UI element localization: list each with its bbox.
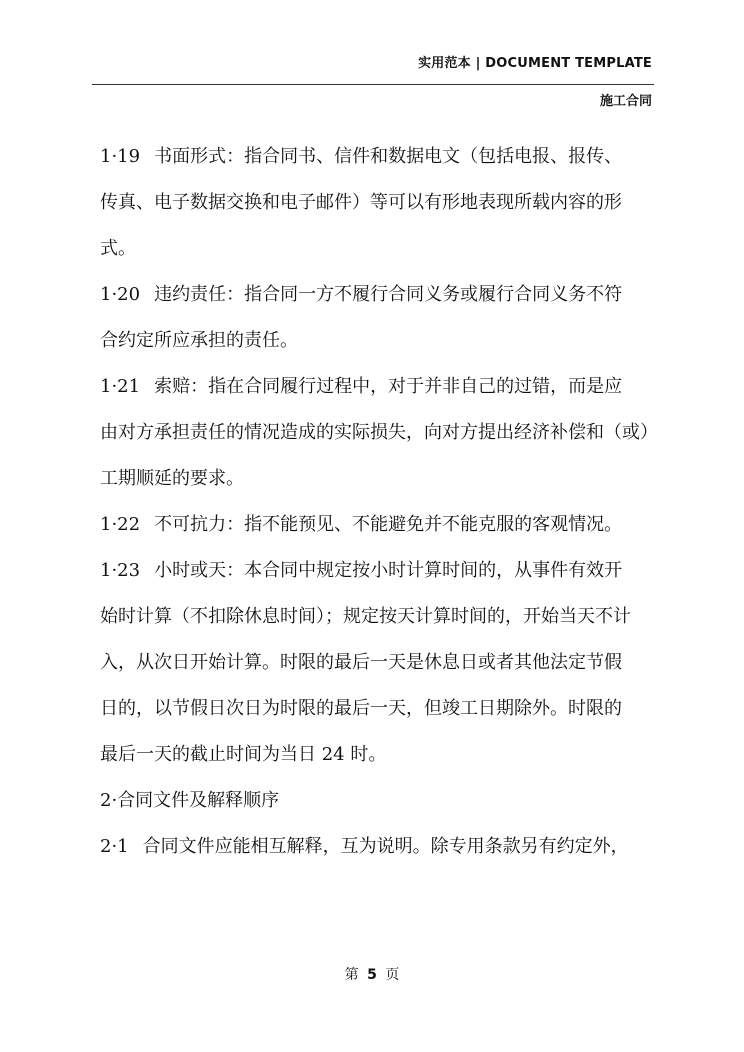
- header-divider: [92, 84, 654, 85]
- document-body: [100, 140, 660, 876]
- text-line: [100, 462, 660, 508]
- header-brand: 实用范本 | DOCUMENT TEMPLATE: [418, 56, 652, 71]
- line-text: 违约责任：指合同一方不履行合同义务或履行合同义务不符: [154, 284, 623, 305]
- line-text: 传真、电子数据交换和电子邮件）等可以有形地表现所载内容的形: [100, 192, 622, 213]
- text-line: [100, 324, 660, 370]
- clause-number: 1·20: [100, 284, 141, 305]
- line-text: 2·合同文件及解释顺序: [100, 790, 280, 811]
- clause-number: 1·23: [100, 560, 141, 581]
- line-text: 工期顺延的要求。: [100, 468, 244, 489]
- line-text: 小时或天：本合同中规定按小时计算时间的，从事件有效开: [154, 560, 623, 581]
- clause-number: 2·1: [100, 836, 129, 857]
- clause-number: 1·19: [100, 146, 141, 167]
- text-line: [100, 508, 660, 554]
- line-text: 式。: [100, 238, 136, 259]
- line-text: 日的，以节假日次日为时限的最后一天，但竣工日期除外。时限的: [100, 698, 622, 719]
- text-line: [100, 278, 660, 324]
- text-line: [100, 554, 660, 600]
- line-text: 由对方承担责任的情况造成的实际损失，向对方提出经济补偿和（或）: [100, 422, 658, 443]
- text-line: [100, 830, 660, 876]
- line-text: 索赔：指在合同履行过程中，对于并非自己的过错，而是应: [154, 376, 623, 397]
- line-text: 入，从次日开始计算。时限的最后一天是休息日或者其他法定节假: [100, 652, 622, 673]
- text-line: [100, 186, 660, 232]
- text-line: [100, 600, 660, 646]
- page-footer: [0, 964, 744, 984]
- line-text: 书面形式：指合同书、信件和数据电文（包括电报、报传、: [154, 146, 623, 167]
- text-line: [100, 692, 660, 738]
- header-doc-title: 施工合同: [599, 94, 652, 109]
- text-line: [100, 416, 660, 462]
- line-text: 不可抗力：指不能预见、不能避免并不能克服的客观情况。: [154, 514, 623, 535]
- text-line: [100, 370, 660, 416]
- page-number: 5: [367, 967, 377, 983]
- text-line: [100, 232, 660, 278]
- text-line: [100, 140, 660, 186]
- clause-number: 1·22: [100, 514, 141, 535]
- clause-number: 1·21: [100, 376, 141, 397]
- footer-suffix: 页: [385, 967, 400, 983]
- line-text: 合同文件应能相互解释，互为说明。除专用条款另有约定外，: [142, 836, 629, 857]
- footer-prefix: 第: [344, 967, 359, 983]
- text-line: [100, 784, 660, 830]
- text-line: [100, 738, 660, 784]
- line-text: 合约定所应承担的责任。: [100, 330, 298, 351]
- text-line: [100, 646, 660, 692]
- line-text: 最后一天的截止时间为当日 24 时。: [100, 744, 387, 765]
- line-text: 始时计算（不扣除休息时间）；规定按天计算时间的，开始当天不计: [100, 606, 631, 627]
